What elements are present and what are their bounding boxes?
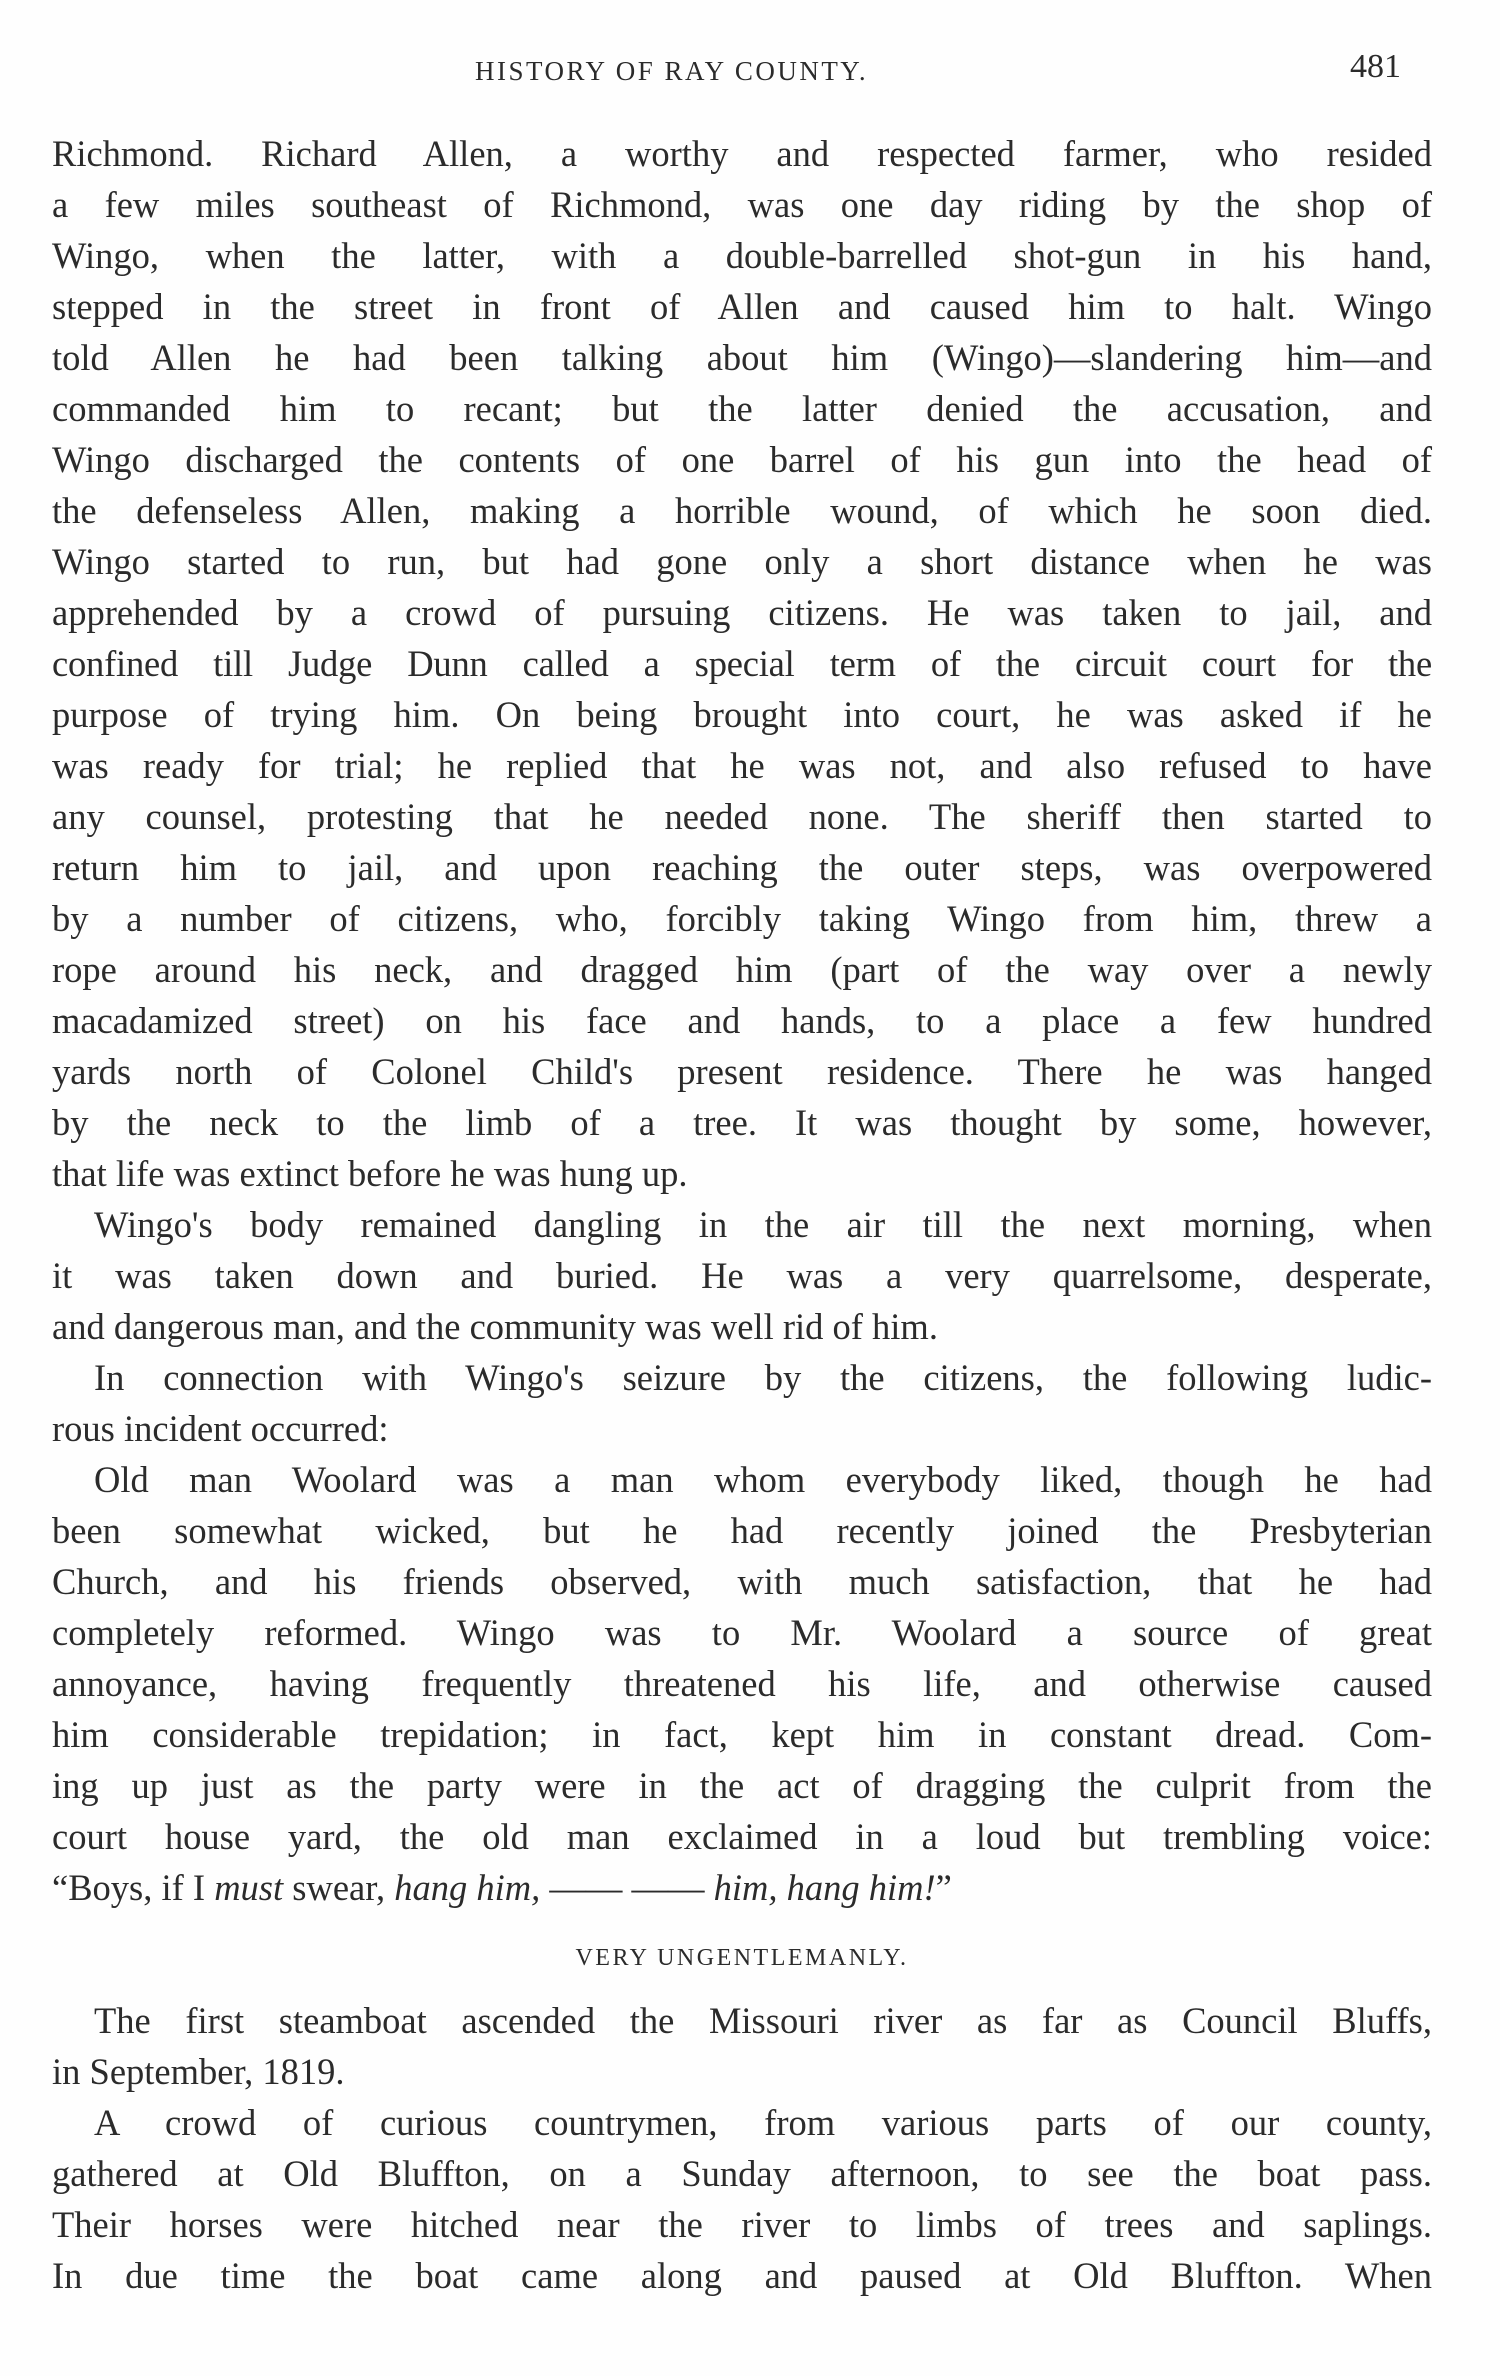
text-line: macadamized street) on his face and hands, to a place a few hundred: [52, 1000, 1432, 1041]
text-line: confined till Judge Dunn called a special term of the circuit court for the: [52, 643, 1432, 684]
quote-swear: swear,: [283, 1867, 395, 1908]
text-line: Church, and his friends observed, with much satisfaction, that he had: [52, 1561, 1432, 1602]
text-line: Wingo started to run, but had gone only a short distance when he was: [52, 541, 1432, 582]
text-line: Wingo discharged the contents of one barrel of his gun into the head of: [52, 439, 1432, 480]
text-line: In connection with Wingo's seizure by the citizens, the following ludic-: [94, 1357, 1432, 1398]
text-line: in September, 1819.: [52, 2051, 345, 2092]
text-line: was ready for trial; he replied that he was not, and also refused to have: [52, 745, 1432, 786]
text-line: commanded him to recant; but the latter denied the accusation, and: [52, 388, 1432, 429]
text-line: purpose of trying him. On being brought into court, he was asked if he: [52, 694, 1432, 735]
text-line: Old man Woolard was a man whom everybody liked, though he had: [94, 1459, 1432, 1500]
quote-hang-him-2: hang him!: [777, 1867, 936, 1908]
quote-dashes: —— ——: [540, 1867, 714, 1908]
text-line: it was taken down and buried. He was a very quarrelsome, desperate,: [52, 1255, 1432, 1296]
text-line: rope around his neck, and dragged him (part of the way over a newly: [52, 949, 1432, 990]
quote-line: [52, 1862, 1432, 1913]
text-line: In due time the boat came along and paused at Old Bluffton. When: [52, 2255, 1432, 2296]
paragraph-wingo-allen: [52, 128, 1432, 1199]
text-line: a few miles southeast of Richmond, was one day riding by the shop of: [52, 184, 1432, 225]
text-line: and dangerous man, and the community was well rid of him.: [52, 1306, 938, 1347]
text-line: told Allen he had been talking about him (Wingo)—slandering him—and: [52, 337, 1432, 378]
text-line: Richmond. Richard Allen, a worthy and respected farmer, who resided: [52, 133, 1432, 174]
text-line: annoyance, having frequently threatened his life, and otherwise caused: [52, 1663, 1432, 1704]
paragraph-crowd: [52, 2097, 1432, 2301]
text-line: Wingo, when the latter, with a double-barrelled shot-gun in his hand,: [52, 235, 1432, 276]
page-number: 481: [1350, 48, 1401, 85]
quote-open: “Boys, if I: [52, 1867, 215, 1908]
paragraph-steamboat: [52, 1995, 1432, 2097]
running-title: HISTORY OF RAY COUNTY.: [475, 56, 869, 86]
text-line: been somewhat wicked, but he had recently joined the Presbyterian: [52, 1510, 1432, 1551]
text-line: yards north of Colonel Child's present residence. There he was hanged: [52, 1051, 1432, 1092]
text-line: gathered at Old Bluffton, on a Sunday afternoon, to see the boat pass.: [52, 2153, 1432, 2194]
text-line: that life was extinct before he was hung up.: [52, 1153, 688, 1194]
text-line: stepped in the street in front of Allen and caused him to halt. Wingo: [52, 286, 1432, 327]
body-text: [52, 128, 1432, 2301]
text-line: by a number of citizens, who, forcibly taking Wingo from him, threw a: [52, 898, 1432, 939]
quote-close: ”: [935, 1867, 952, 1908]
text-line: Wingo's body remained dangling in the air till the next morning, when: [94, 1204, 1432, 1245]
paragraph-wingo-body: [52, 1199, 1432, 1352]
text-line: court house yard, the old man exclaimed in a loud but trembling voice:: [52, 1816, 1432, 1857]
quote-must: must: [214, 1867, 284, 1908]
paragraph-woolard: [52, 1454, 1432, 1913]
text-line: by the neck to the limb of a tree. It was thought by some, however,: [52, 1102, 1432, 1143]
text-line: return him to jail, and upon reaching the outer steps, was overpowered: [52, 847, 1432, 888]
quote-hang-him-1: hang him,: [394, 1867, 541, 1908]
text-line: apprehended by a crowd of pursuing citizens. He was taken to jail, and: [52, 592, 1432, 633]
text-line: ing up just as the party were in the act of dragging the culprit from the: [52, 1765, 1432, 1806]
text-line: The first steamboat ascended the Missouri river as far as Council Bluffs,: [94, 2000, 1432, 2041]
text-line: completely reformed. Wingo was to Mr. Woolard a source of great: [52, 1612, 1432, 1653]
text-line: rous incident occurred:: [52, 1408, 389, 1449]
paragraph-connection: [52, 1352, 1432, 1454]
text-line: Their horses were hitched near the river to limbs of trees and saplings.: [52, 2204, 1432, 2245]
text-line: him considerable trepidation; in fact, kept him in constant dread. Com-: [52, 1714, 1432, 1755]
running-head: [0, 48, 1500, 88]
text-line: the defenseless Allen, making a horrible wound, of which he soon died.: [52, 490, 1432, 531]
text-line: A crowd of curious countrymen, from various parts of our county,: [94, 2102, 1432, 2143]
section-heading: VERY UNGENTLEMANLY.: [575, 1945, 909, 1971]
text-line: any counsel, protesting that he needed none. The sheriff then started to: [52, 796, 1432, 837]
quote-him: him,: [713, 1867, 778, 1908]
